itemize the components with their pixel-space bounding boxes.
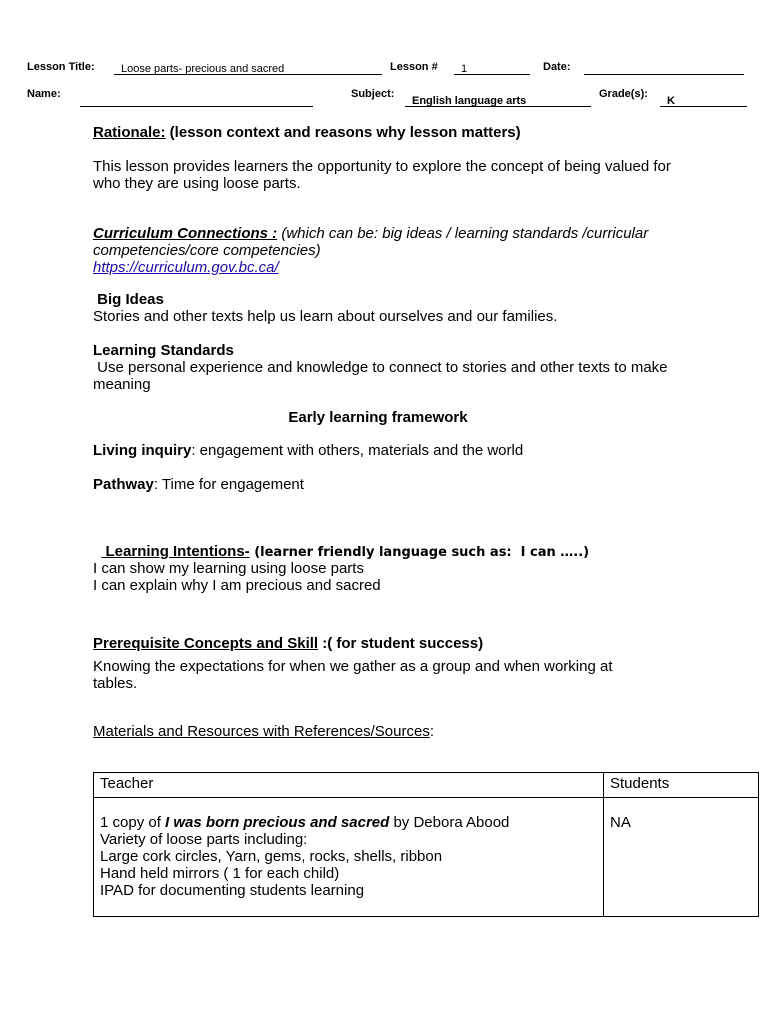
materials-table-header — [94, 773, 759, 798]
learning-intentions-note: (learner friendly language such as: I can …..) — [249, 545, 590, 560]
big-ideas-heading: Big Ideas — [93, 291, 164, 308]
grade-label: Grade(s): — [599, 88, 648, 100]
table-row — [94, 798, 759, 917]
curriculum-note: (which can be: big ideas / learning standards /curricular competencies/core competencies) — [93, 225, 649, 259]
pathway-label: Pathway — [93, 476, 154, 493]
learning-intentions-heading — [93, 526, 713, 561]
pathway-text: : Time for engagement — [153, 476, 304, 493]
learning-intentions-label: Learning Intentions- — [101, 543, 250, 560]
curriculum-connections — [93, 225, 683, 276]
big-ideas-text: Stories and other texts help us learn about ourselves and our families. — [93, 308, 558, 325]
learning-intention-item: I can show my learning using loose parts — [93, 560, 364, 577]
materials-heading — [93, 723, 713, 740]
rationale-heading-note: (lesson context and reasons why lesson matters) — [165, 124, 521, 141]
subject-label: Subject: — [351, 88, 395, 100]
lesson-number-label: Lesson # — [390, 61, 438, 73]
book-author: by Debora Abood — [389, 814, 510, 831]
book-line — [100, 814, 597, 831]
book-title: I was born precious and sacred — [165, 814, 390, 831]
lesson-title-label: Lesson Title: — [27, 61, 95, 73]
lesson-number-value: 1 — [461, 63, 468, 75]
living-inquiry-text: : engagement with others, materials and the world — [191, 442, 524, 459]
rationale-text: This lesson provides learners the opportunity to explore the concept of being valued for who they are using loose parts. — [93, 158, 671, 192]
materials-heading-colon: : — [429, 723, 434, 740]
learning-intention-item: I can explain why I am precious and sacred — [93, 577, 381, 594]
name-label: Name: — [27, 88, 61, 100]
curriculum-link[interactable]: https://curriculum.gov.bc.ca/ — [93, 259, 279, 276]
grade-field[interactable] — [660, 93, 747, 107]
learning-standards-heading: Learning Standards — [93, 342, 234, 359]
prerequisite-heading-label: Prerequisite Concepts and Skill — [93, 635, 319, 652]
students-materials-cell: NA — [604, 798, 759, 917]
prerequisite-heading — [93, 635, 713, 652]
living-inquiry — [93, 442, 713, 459]
learning-standards-text: Use personal experience and knowledge to connect to stories and other texts to make meaning — [93, 359, 672, 393]
list-item: IPAD for documenting students learning — [100, 882, 365, 899]
teacher-column-header: Teacher — [94, 773, 604, 798]
date-field[interactable] — [584, 61, 744, 75]
list-item: Large cork circles, Yarn, gems, rocks, shells, ribbon — [100, 848, 443, 865]
students-column-header: Students — [604, 773, 759, 798]
rationale-heading-label: Rationale: — [93, 124, 166, 141]
prerequisite-text: Knowing the expectations for when we gather as a group and when working at tables. — [93, 658, 613, 692]
subject-field[interactable] — [405, 93, 591, 107]
materials-heading-label: Materials and Resources with References/Sources — [93, 723, 430, 740]
teacher-materials-cell — [94, 798, 604, 917]
lesson-title-value: Loose parts- precious and sacred — [121, 63, 285, 75]
prerequisite-heading-note: :( for student success) — [318, 635, 484, 652]
materials-table — [93, 772, 759, 917]
grade-value: K — [667, 95, 675, 107]
list-item: Variety of loose parts including: — [100, 831, 308, 848]
rationale-heading — [93, 124, 713, 141]
living-inquiry-label: Living inquiry — [93, 442, 192, 459]
curriculum-heading: Curriculum Connections : — [93, 225, 278, 242]
pathway — [93, 476, 713, 493]
name-field[interactable] — [80, 93, 313, 107]
book-prefix: 1 copy of — [100, 814, 166, 831]
list-item: Hand held mirrors ( 1 for each child) — [100, 865, 340, 882]
date-label: Date: — [543, 61, 571, 73]
subject-value: English language arts — [412, 95, 527, 107]
lesson-number-field[interactable] — [454, 61, 530, 75]
lesson-title-field[interactable] — [114, 61, 382, 75]
framework-heading: Early learning framework — [288, 409, 468, 426]
